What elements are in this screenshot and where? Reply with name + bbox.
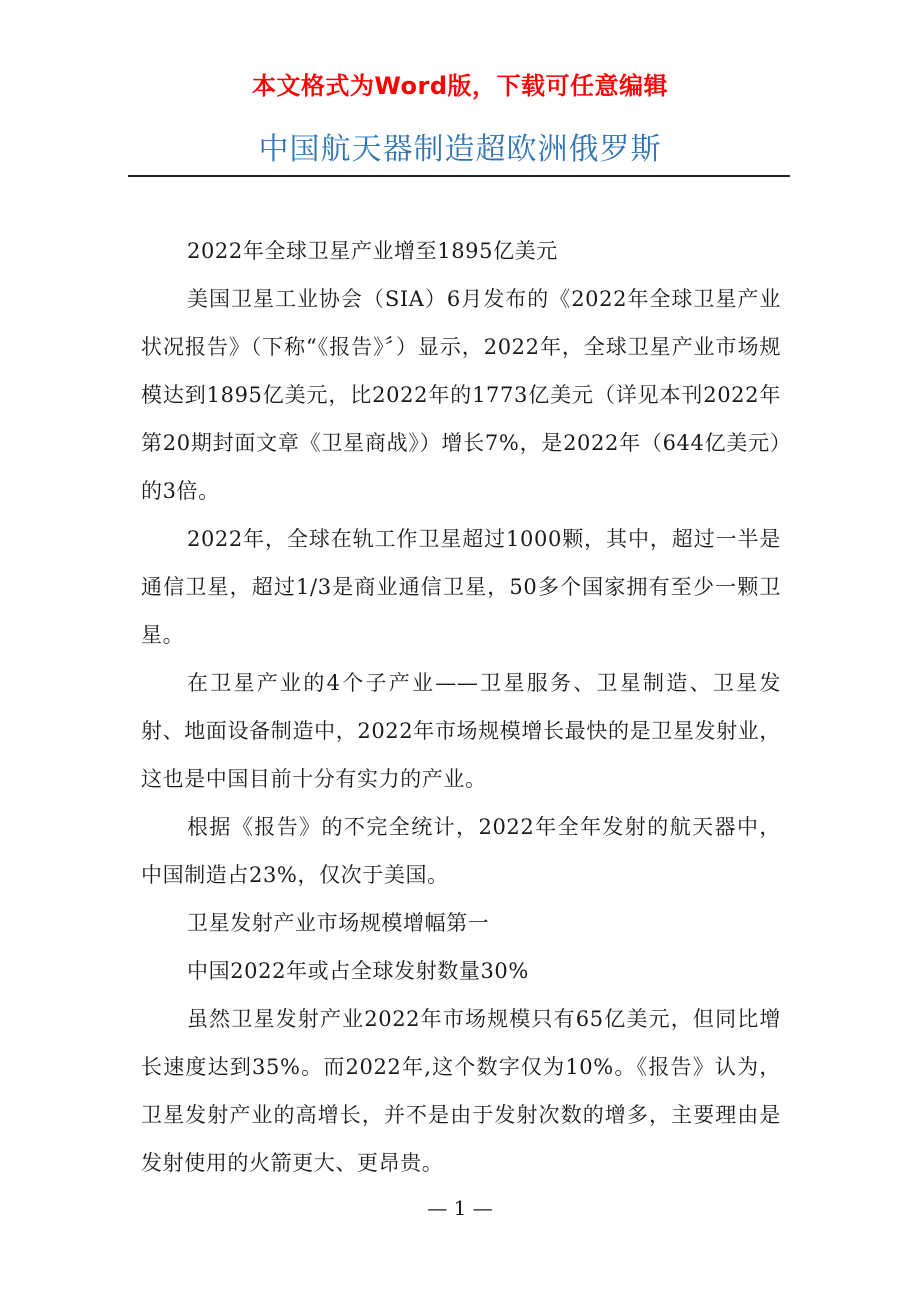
paragraph: 根据《报告》的不完全统计，2022年全年发射的航天器中，中国制造占23%，仅次于美国。	[141, 815, 781, 887]
paragraph: 虽然卫星发射产业2022年市场规模只有65亿美元，但同比增长速度达到35%。而2022年,这个数字仅为10%。《报告》认为，卫星发射产业的高增长，并不是由于发射次数的增多，主要理由是发射使用的火箭更大、更昂贵。	[141, 1007, 781, 1175]
paragraph-heading-1: 2022年全球卫星产业增至1895亿美元	[187, 239, 558, 263]
title-divider	[128, 175, 790, 177]
paragraph-heading-2: 卫星发射产业市场规模增幅第一	[187, 911, 490, 935]
article-body	[141, 227, 781, 1187]
paragraph: 美国卫星工业协会（SIA）6月发布的《2022年全球卫星产业状况报告》（下称“《报告》〞）显示，2022年，全球卫星产业市场规模达到1895亿美元，比2022年的1773亿美元（详见本刊2022年第20期封面文章《卫星商战》）增长7%，是2022年（644亿美元）的3倍。	[141, 287, 781, 503]
paragraph-heading-3: 中国2022年或占全球发射数量30%	[187, 959, 529, 983]
paragraph: 在卫星产业的4个子产业——卫星服务、卫星制造、卫星发射、地面设备制造中，2022年市场规模增长最快的是卫星发射业，这也是中国目前十分有实力的产业。	[141, 671, 781, 791]
paragraph: 2022年，全球在轨工作卫星超过1000颗，其中，超过一半是通信卫星，超过1/3是商业通信卫星，50多个国家拥有至少一颗卫星。	[141, 527, 781, 647]
article-title: 中国航天器制造超欧洲俄罗斯	[258, 132, 662, 167]
format-notice: 本文格式为Word版，下载可任意编辑	[251, 72, 669, 100]
page-number: — 1 —	[427, 1196, 493, 1220]
